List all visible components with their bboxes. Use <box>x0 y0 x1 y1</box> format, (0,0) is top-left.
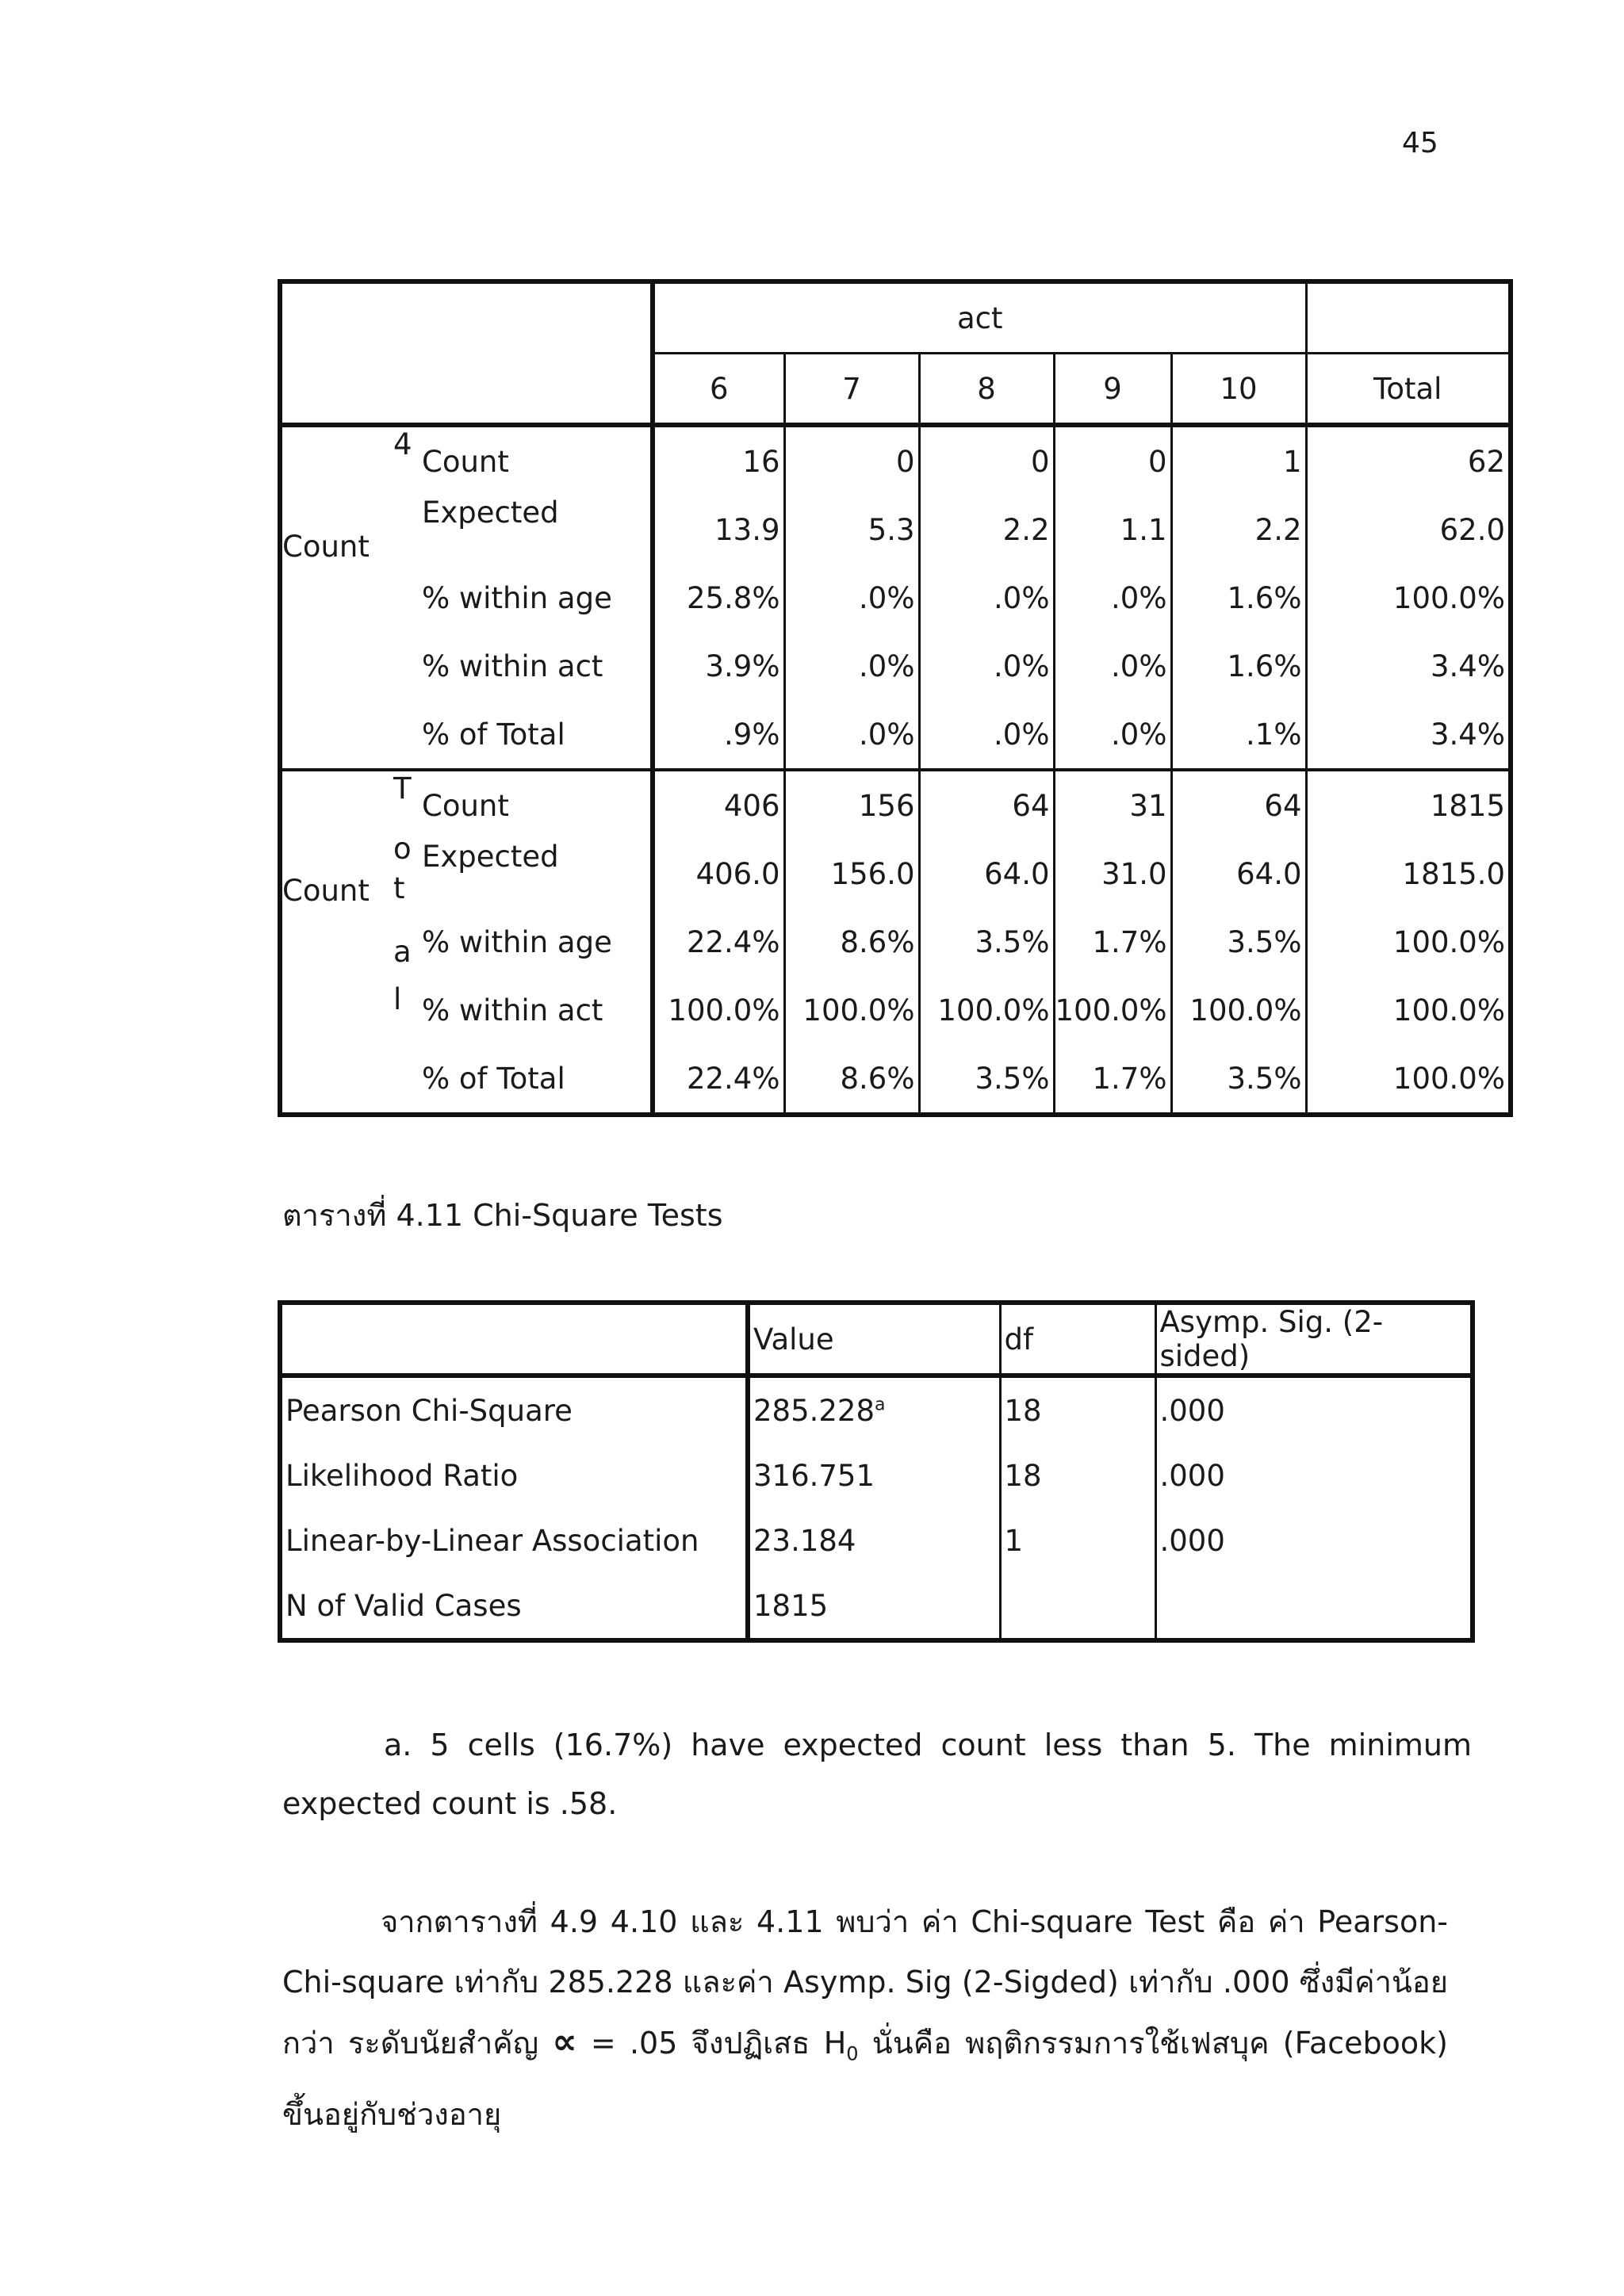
table-row <box>280 496 1511 564</box>
row-stub <box>280 564 653 632</box>
group-letter: a <box>393 935 412 969</box>
chi-sig: .000 <box>1155 1376 1473 1443</box>
chi-sig: .000 <box>1155 1443 1473 1508</box>
cell: 3.5% <box>919 1044 1054 1115</box>
row-label: Count <box>422 444 509 479</box>
cell: 62 <box>1306 425 1511 496</box>
page-number: 45 <box>1402 127 1438 159</box>
chi-df <box>1000 1573 1155 1640</box>
cell: 0 <box>1054 425 1171 496</box>
cell: 100.0% <box>1306 976 1511 1044</box>
table-row <box>280 1443 1473 1508</box>
row-stub <box>280 770 653 840</box>
col-header: 10 <box>1171 354 1306 426</box>
chi-value-number: 285.228 <box>753 1393 875 1428</box>
col-header: 7 <box>784 354 919 426</box>
chi-row-label: Likelihood Ratio <box>280 1443 748 1508</box>
chi-df: 18 <box>1000 1443 1155 1508</box>
body-paragraph <box>282 1892 1448 2145</box>
cell: 3.9% <box>653 632 784 700</box>
row-label: % within age <box>422 924 612 959</box>
table-row <box>280 700 1511 770</box>
cell: 3.5% <box>1171 1044 1306 1115</box>
group-label: 4 <box>393 427 412 461</box>
group-letter: T <box>393 771 412 806</box>
cell: 1.7% <box>1054 1044 1171 1115</box>
cell: 3.5% <box>1171 908 1306 976</box>
chi-sig: .000 <box>1155 1508 1473 1573</box>
cell: 62.0 <box>1306 496 1511 564</box>
col-header: Total <box>1306 354 1511 426</box>
row-stub <box>280 908 653 976</box>
total-header-blank <box>1306 281 1511 354</box>
table-row <box>280 1573 1473 1640</box>
chi-header-value: Value <box>748 1303 1000 1376</box>
chi-df: 18 <box>1000 1376 1155 1443</box>
table-footnote: a. 5 cells (16.7%) have expected count less than 5. The minimum expected count is .58. <box>282 1728 1472 1821</box>
chi-square-table <box>278 1300 1475 1643</box>
table-row <box>280 425 1511 496</box>
row-label: Expected Count <box>282 496 559 564</box>
cell: .0% <box>784 632 919 700</box>
cell: 100.0% <box>1306 564 1511 632</box>
cell: 31.0 <box>1054 840 1171 908</box>
chi-row-label: Linear-by-Linear Association <box>280 1508 748 1573</box>
row-label: % of Total <box>422 717 565 752</box>
chi-df: 1 <box>1000 1508 1155 1573</box>
row-stub <box>280 832 653 908</box>
cell: 1.6% <box>1171 632 1306 700</box>
chi-header-sig: Asymp. Sig. (2-sided) <box>1155 1303 1473 1376</box>
table-row <box>280 908 1511 976</box>
table-row <box>280 564 1511 632</box>
cell: 100.0% <box>919 976 1054 1044</box>
paragraph-text-2: = .05 จึงปฏิเสธ H <box>576 2026 847 2061</box>
cell: 64.0 <box>1171 840 1306 908</box>
cell: 406 <box>653 770 784 840</box>
cell: 64 <box>1171 770 1306 840</box>
cell: 8.6% <box>784 908 919 976</box>
chi-value: 23.184 <box>748 1508 1000 1573</box>
cell: 22.4% <box>653 1044 784 1115</box>
crosstab-table <box>278 279 1513 1117</box>
table-row <box>280 1044 1511 1115</box>
row-label: % within age <box>422 580 612 615</box>
group-letter: t <box>393 871 405 905</box>
cell: .0% <box>784 564 919 632</box>
cell: 64 <box>919 770 1054 840</box>
table-row <box>280 976 1511 1044</box>
cell: 8.6% <box>784 1044 919 1115</box>
cell: .0% <box>784 700 919 770</box>
row-stub <box>280 496 653 564</box>
cell: .9% <box>653 700 784 770</box>
cell: 64.0 <box>919 840 1054 908</box>
table-row <box>280 770 1511 840</box>
cell: 100.0% <box>1306 908 1511 976</box>
cell: .0% <box>1054 700 1171 770</box>
cell: 1815 <box>1306 770 1511 840</box>
row-label: Expected Count <box>282 840 559 908</box>
cell: 2.2 <box>1171 496 1306 564</box>
crosstab-corner <box>280 281 653 425</box>
chi-row-label: Pearson Chi-Square <box>280 1376 748 1443</box>
cell: 2.2 <box>919 496 1054 564</box>
col-header: 8 <box>919 354 1054 426</box>
cell: 0 <box>919 425 1054 496</box>
chi-value <box>748 1376 1000 1443</box>
crosstab-header-row-1 <box>280 281 1511 354</box>
cell: 1 <box>1171 425 1306 496</box>
cell: 100.0% <box>653 976 784 1044</box>
cell: 16 <box>653 425 784 496</box>
cell: 13.9 <box>653 496 784 564</box>
table-caption: ตารางที่ 4.11 Chi-Square Tests <box>282 1198 723 1233</box>
cell: .0% <box>919 700 1054 770</box>
row-stub <box>280 425 653 496</box>
row-label: % within act <box>422 993 603 1027</box>
cell: .0% <box>1054 632 1171 700</box>
alpha-symbol: ∝ <box>552 2022 577 2062</box>
cell: 22.4% <box>653 908 784 976</box>
cell: 100.0% <box>784 976 919 1044</box>
cell: 31 <box>1054 770 1171 840</box>
cell: 3.4% <box>1306 632 1511 700</box>
cell: 3.5% <box>919 908 1054 976</box>
cell: 100.0% <box>1054 976 1171 1044</box>
group-letter: o <box>393 832 412 866</box>
row-stub <box>280 632 653 700</box>
cell: .1% <box>1171 700 1306 770</box>
cell: 100.0% <box>1171 976 1306 1044</box>
row-label: Count <box>422 788 509 823</box>
chi-sig <box>1155 1573 1473 1640</box>
cell: .0% <box>919 632 1054 700</box>
chi-row-label: N of Valid Cases <box>280 1573 748 1640</box>
table-row <box>280 632 1511 700</box>
cell: 100.0% <box>1306 1044 1511 1115</box>
row-stub <box>280 976 653 1044</box>
chi-header-blank <box>280 1303 748 1376</box>
cell: 406.0 <box>653 840 784 908</box>
row-label: % of Total <box>422 1061 565 1096</box>
table-row <box>280 1508 1473 1573</box>
table-row <box>280 1376 1473 1443</box>
cell: 156.0 <box>784 840 919 908</box>
footnote-marker: a <box>875 1395 886 1415</box>
cell: 156 <box>784 770 919 840</box>
col-header: 9 <box>1054 354 1171 426</box>
paragraph-text-1: จากตารางที่ 4.9 4.10 และ 4.11 พบว่า ค่า Chi-square Test คือ ค่า Pearson-Chi-square เท่ากับ 285.228 และค่า Asymp. Sig (2-Sigded) เท่ากับ .000 ซึ่งมีค่าน้อยกว่า ระดับนัยสำคัญ <box>282 1904 1448 2061</box>
chi-header-row <box>280 1303 1473 1376</box>
col-header: 6 <box>653 354 784 426</box>
cell: 0 <box>784 425 919 496</box>
cell: 1815.0 <box>1306 840 1511 908</box>
row-stub <box>280 700 653 770</box>
h-subscript: 0 <box>846 2042 859 2065</box>
col-group-label: act <box>653 281 1306 354</box>
cell: 25.8% <box>653 564 784 632</box>
cell: .0% <box>919 564 1054 632</box>
cell: .0% <box>1054 564 1171 632</box>
paragraph-text-3: นั่นคือ พฤติกรรมการใช้เฟสบุค (Facebook) ขึ้นอยู่กับช่วงอายุ <box>282 2026 1448 2132</box>
cell: 1.1 <box>1054 496 1171 564</box>
chi-header-df: df <box>1000 1303 1155 1376</box>
group-letter: l <box>393 982 402 1016</box>
chi-value: 316.751 <box>748 1443 1000 1508</box>
cell: 5.3 <box>784 496 919 564</box>
cell: 1.7% <box>1054 908 1171 976</box>
row-stub <box>280 1044 653 1115</box>
row-label: % within act <box>422 649 603 683</box>
cell: 3.4% <box>1306 700 1511 770</box>
cell: 1.6% <box>1171 564 1306 632</box>
chi-value: 1815 <box>748 1573 1000 1640</box>
table-row <box>280 840 1511 908</box>
